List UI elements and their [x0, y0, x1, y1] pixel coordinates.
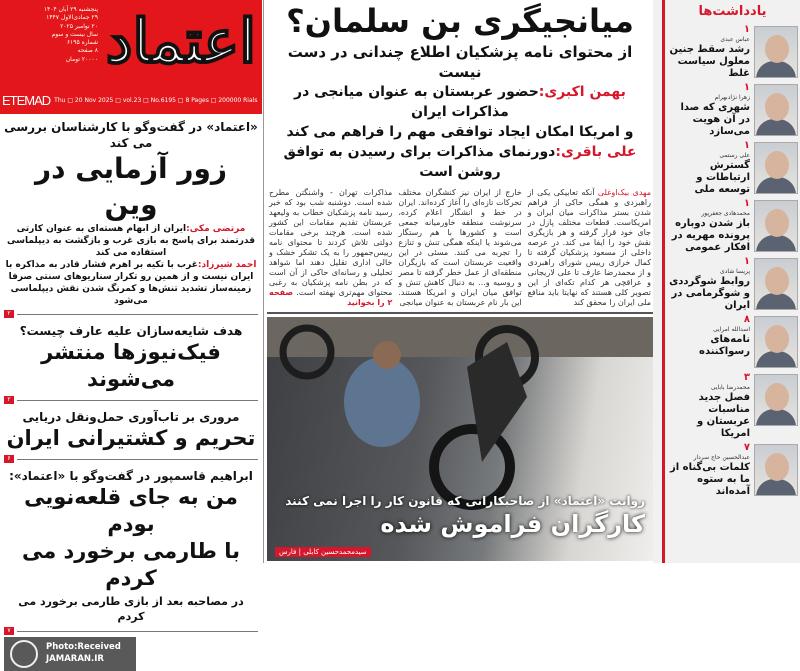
page-marker: ۲	[4, 396, 14, 404]
story1-body	[4, 223, 258, 307]
divider-line	[17, 631, 258, 632]
column-text: مذاکرات تهران - واشنگتن مطرح شده است. دوشنبه شب بود که خبر رسید نامه پزشکیان خطاب به ولیعهد عربستان تقدیم مقامات این کشور شده است. هرچند برخی مقامات دولتی تلاش کردند تا محتوای نامه رییس‌جمهور را به یک تشکر خشک و خالی اداری تقلیل دهند اما شواهد تحلیلی و رسانه‌ای حاکی از آن است که در بطن نامه پزشکیان به رغبی محتوای مهم‌تری نهفته است.	[269, 188, 393, 297]
quote-name: بهمن اکبری:	[538, 84, 626, 100]
column-text: آنکه تعابیکی یکی از راهبردی و همگی حاکی از فراهم شدن بستر مذاکرات میان ایران و امریکاست. قطعات مختلف پازل در جای خود قرار گرفته و هر بازیگری نقش خود را ایفا می کند. در عرصه داخلی از مسعود پزشکیان گرفته تا کمال خرازی رییس شورای راهبردی و از محمدرضا عارف تا علی لاریجانی و عراقچی هر کدام تکه‌ای از این تصویر کلی هستند که نهایتا باید منافع ملی ایران را محقق کند	[527, 188, 651, 307]
divider-line	[17, 314, 258, 315]
masthead-bar	[0, 88, 262, 114]
date: پنجشنبه ۲۹ آبان ۱۴۰۴	[43, 6, 98, 13]
article-columns	[267, 188, 653, 308]
author-photo	[754, 444, 798, 496]
note-text	[667, 140, 750, 196]
author-face	[765, 453, 789, 481]
watermark-line: JAMARAN.IR	[46, 654, 104, 664]
main-photo[interactable]	[267, 317, 653, 561]
page-marker: ۲	[4, 310, 14, 318]
note-item[interactable]	[667, 24, 798, 80]
author-shoulders	[756, 177, 796, 194]
note-author: عبدالحسین حاج سردار	[693, 454, 750, 461]
byline: مهدی بیک‌اوغلی	[597, 188, 652, 197]
quote-text: ایران از ابهام هسته‌ای به عنوان کارتی قدرتمند برای پاسخ به بازی غرب و بازگشت به دیپلماسی استفاده می کند	[7, 224, 255, 258]
note-item[interactable]	[667, 198, 798, 254]
note-author: پریسا شادی	[720, 268, 750, 275]
divider-line	[17, 400, 258, 401]
story4-headline[interactable]	[4, 484, 258, 592]
worker-head	[373, 341, 401, 369]
worker	[344, 357, 420, 447]
quote-name: احمد شیرزاد:	[197, 260, 257, 270]
author-shoulders	[756, 61, 796, 78]
headline-line: من به جای قلعه‌نویی بودم	[24, 485, 238, 536]
page-marker: ۶	[4, 455, 14, 463]
article-column	[528, 188, 651, 308]
note-title: فصل جدید مناسبات عربستان و امریکا	[696, 392, 750, 439]
note-text	[667, 24, 750, 80]
logo: اعتماد	[105, 7, 256, 77]
quote-text: حضور عربستان به عنوان میانجی در مذاکرات ایران	[294, 84, 539, 120]
divider	[4, 396, 258, 404]
note-text	[667, 198, 750, 254]
note-page: ۱	[743, 256, 750, 267]
issue-info-latin: Thu □ 20 Nov 2025 □ vol.23 □ No.6195 □ 8 Pages □ 200000 Rials	[54, 97, 258, 105]
note-author: اسدالله امرایی	[713, 326, 750, 333]
story2-headline[interactable]: فیک‌نیوزها منتشر می‌شوند	[41, 340, 221, 391]
divider	[4, 627, 258, 635]
note-page: ۱	[743, 24, 750, 35]
page-marker: ۷	[4, 627, 14, 635]
watermark-line: Photo:Received	[46, 642, 121, 652]
note-author: زهرا نژادبهرام	[714, 94, 750, 101]
quote-text: دورنمای مذاکرات برای رسیدن به توافق روشن است	[283, 144, 556, 180]
article-column	[398, 188, 521, 308]
author-photo	[754, 200, 798, 252]
story3-kicker: مروری بر تاب‌آوری حمل‌ونقل دریایی	[22, 410, 240, 424]
note-page: ۷	[743, 442, 750, 453]
author-shoulders	[756, 119, 796, 136]
note-text	[667, 372, 750, 440]
author-shoulders	[756, 293, 796, 310]
price: ۲۰۰۰۰ تومان	[65, 55, 98, 63]
note-page: ۸	[743, 314, 750, 325]
left-column	[0, 116, 262, 664]
author-face	[765, 325, 789, 353]
main-headline[interactable]: میانجیگری بن سلمان؟	[286, 2, 634, 40]
sidebar-title: یادداشت‌ها	[698, 4, 767, 19]
author-photo	[754, 142, 798, 194]
author-photo	[754, 258, 798, 310]
story4-deck: در مصاحبه بعد از بازی طارمی برخورد می کردم	[18, 595, 244, 623]
story2-kicker: هدف شایعه‌سازان علیه عارف چیست؟	[19, 324, 243, 338]
story1-kicker: «اعتماد» در گفت‌وگو با کارشناسان بررسی می کند	[4, 120, 258, 150]
note-item[interactable]	[667, 372, 798, 440]
author-photo	[754, 374, 798, 426]
date-hijri: ۲۹ جمادی‌الاول ۱۴۴۷	[46, 14, 98, 22]
note-page: ۱	[743, 198, 750, 209]
issue-number: شماره ۶۱۹۵	[66, 39, 98, 47]
story4-kicker: ابراهیم قاسمپور در گفت‌وگو با «اعتماد»:	[9, 469, 253, 483]
date-gregorian: ۲۰ نوامبر ۲۰۲۵	[60, 22, 98, 30]
sidebar-content	[667, 0, 798, 563]
quote-name: علی باقری:	[555, 144, 637, 160]
note-item[interactable]	[667, 442, 798, 498]
story3-headline[interactable]: تحریم و کشتیرانی ایران	[6, 426, 256, 450]
author-face	[765, 93, 789, 121]
author-photo	[754, 84, 798, 136]
divider	[4, 310, 258, 318]
note-title: روابط شوگرددی و شوگرمامی در ایران	[669, 276, 750, 311]
masthead	[0, 0, 262, 114]
year: سال بیست و سوم	[51, 30, 98, 38]
note-author: علی رستمی	[719, 152, 750, 159]
author-shoulders	[756, 235, 796, 252]
divider-line	[17, 459, 258, 460]
note-author: محمدهادی جعفرپور	[701, 210, 750, 217]
issue-info	[6, 6, 98, 64]
author-shoulders	[756, 351, 796, 368]
note-author: محمدرضا بابایی	[710, 384, 750, 391]
note-title: شهری که صدا در آن هویت می‌سازد	[680, 102, 750, 137]
divider	[267, 312, 653, 314]
note-page: ۱	[743, 82, 750, 93]
quote-bagheri	[267, 142, 653, 182]
note-title: نامه‌های رسواکننده	[699, 334, 750, 357]
author-face	[765, 151, 789, 179]
note-item[interactable]	[667, 314, 798, 370]
watermark	[4, 637, 136, 671]
headline-line: با طارمی برخورد می کردم	[21, 539, 241, 590]
continue-link[interactable]: صفحه ۲ را بخوانید	[269, 288, 393, 307]
note-author: عباس عبدی	[720, 36, 750, 43]
note-item[interactable]	[667, 256, 798, 312]
column-text: خارج از ایران نیز کنشگران مختلف تحرکات تازه‌ای را آغاز کرده‌اند. ایران در خط و انشگار اعلام کرده، سرنوشت منطقه خاورمیانه جمعی است و کشورها با هم رستگار می‌شوند یا اینکه همگی تنش و تنازع را تجربه می کنند. مسئی در این واقعیت عربستان است که بازیگران منطقه‌ای از عمل خطر گرفته تا مصر و روسیه و... به دنبال کاهش تنش و توافق میان ایران و امریکا هستند. این بار نام عربستان به عنوان میانجی	[398, 188, 522, 307]
column-divider	[263, 0, 264, 563]
quote-name: مرتضی مکی:	[186, 224, 246, 234]
photo-kicker: روایت «اعتماد» از صاحبکارانی که قانون کار را اجرا نمی کنند	[285, 494, 645, 508]
page-count: ۸ صفحه	[77, 47, 98, 55]
quote-text: غرب با تکیه بر اهرم فشار قادر به مذاکره با ایران نیست و از همین رو تکرار سناریوهای سنتی صرفا زمینه‌ساز تشدید تنش‌ها و کمرنگ شدن نقش دیپلماسی می‌شود	[5, 260, 254, 306]
quote-akbari	[267, 82, 653, 142]
note-page: ۳	[743, 372, 750, 383]
author-photo	[754, 26, 798, 78]
brand-latin: ETEMAD	[2, 93, 51, 108]
author-face	[765, 209, 789, 237]
photo-caption	[267, 493, 653, 561]
divider	[4, 455, 258, 463]
note-page: ۱	[743, 140, 750, 151]
note-title: باز شدن دوباره پرونده مهریه در افکار عمومی	[671, 218, 750, 253]
photo-credit: سیدمحمدحسین کابلی | فارس	[275, 547, 371, 557]
author-face	[765, 267, 789, 295]
note-title: کلمات بی‌گناه از ما به ستوه آمده‌اند	[670, 462, 750, 497]
story1-headline[interactable]: زور آزمایی در وین	[34, 152, 228, 221]
author-face	[765, 383, 789, 411]
note-item[interactable]	[667, 82, 798, 138]
main-column	[267, 0, 653, 563]
jamaran-logo-icon	[10, 640, 38, 668]
main-deck: از محتوای نامه پزشکیان اطلاع چندانی در دست نیست	[287, 43, 633, 81]
note-text	[667, 314, 750, 370]
note-text	[667, 442, 750, 498]
author-shoulders	[756, 409, 796, 426]
author-face	[765, 35, 789, 63]
note-text	[667, 256, 750, 312]
note-title: رشد سقط جنین معلول سیاست غلط	[669, 44, 750, 79]
notes-list	[667, 24, 798, 498]
author-photo	[754, 316, 798, 368]
note-text	[667, 82, 750, 138]
photo-headline[interactable]: کارگران فراموش شده	[380, 510, 645, 538]
author-shoulders	[756, 479, 796, 496]
sidebar-accent-line	[662, 0, 665, 563]
note-item[interactable]	[667, 140, 798, 196]
quote-text: و امریکا امکان ایجاد توافقی مهم را فراهم می کند	[286, 124, 634, 140]
article-column	[269, 188, 392, 308]
note-title: گسترش ارتباطات و توسعه ملی	[694, 160, 750, 195]
